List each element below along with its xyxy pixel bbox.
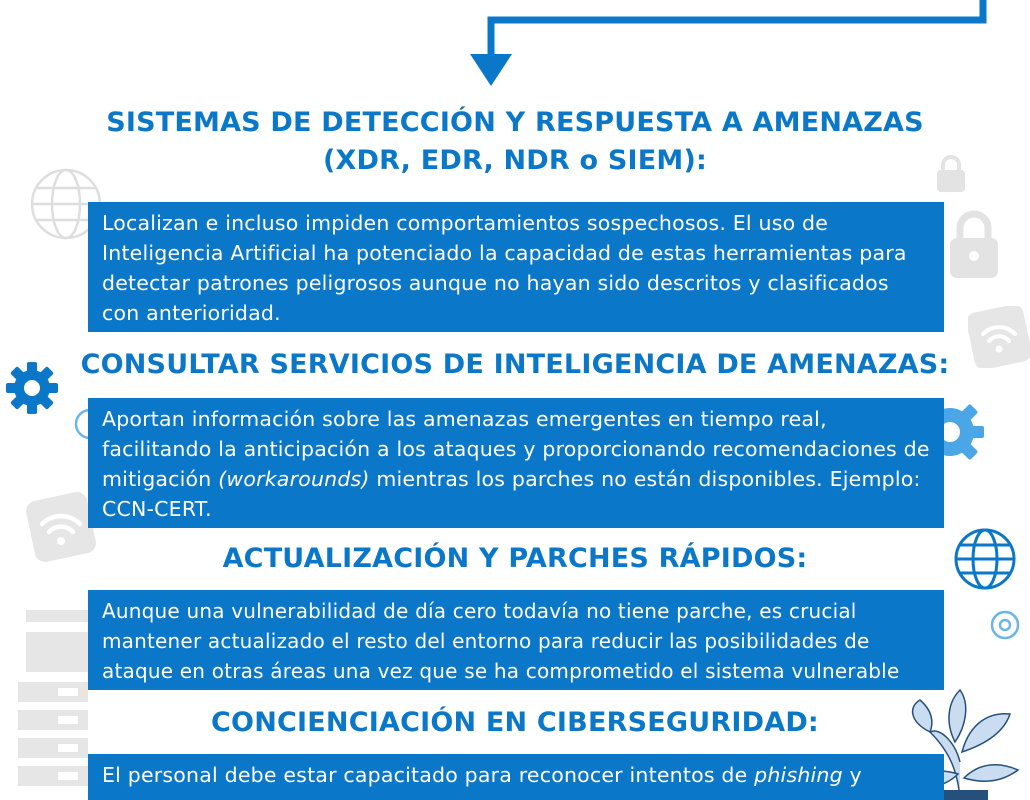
lock-icon bbox=[946, 210, 1002, 280]
gear-icon bbox=[986, 606, 1024, 644]
server-rack-icon bbox=[18, 606, 88, 800]
section-heading-detection: SISTEMAS DE DETECCIÓN Y RESPUESTA A AMENAZAS (XDR, EDR, NDR o SIEM): bbox=[106, 107, 924, 176]
section-heading-threat-intel: CONSULTAR SERVICIOS DE INTELIGENCIA DE AMENAZAS: bbox=[80, 349, 950, 380]
section-heading-patches: ACTUALIZACIÓN Y PARCHES RÁPIDOS: bbox=[222, 543, 808, 574]
gear-icon bbox=[4, 360, 60, 416]
wifi-icon bbox=[968, 306, 1030, 368]
workarounds-term: (workarounds) bbox=[218, 467, 370, 491]
section-text-threat-intel: Aportan información sobre las amenazas emergentes en tiempo real, facilitando la anticipación a los ataques y proporcionando recomendaciones de mitigación (workarounds) mientras los parches no están disponibles. Ejemplo: CCN-CERT. bbox=[88, 398, 944, 528]
phishing-term: phishing bbox=[754, 763, 843, 787]
section-text-detection: Localizan e incluso impiden comportamientos sospechosos. El uso de Inteligencia Artificial ha potenciado la capacidad de estas herramientas para detectar patrones peligrosos aunque no hayan sido descritos y clasificados con anterioridad. bbox=[88, 202, 944, 332]
arrow-down-icon bbox=[0, 0, 1030, 92]
gear-icon bbox=[944, 396, 988, 468]
section-heading-awareness: CONCIENCIACIÓN EN CIBERSEGURIDAD: bbox=[211, 707, 819, 738]
section-text-awareness: El personal debe estar capacitado para reconocer intentos de phishing y bbox=[88, 754, 944, 800]
section-text-patches: Aunque una vulnerabilidad de día cero todavía no tiene parche, es crucial mantener actualizado el resto del entorno para reducir las posibilidades de ataque en otras áreas una vez que se ha comprometido el sistema vulnerable bbox=[88, 590, 944, 690]
